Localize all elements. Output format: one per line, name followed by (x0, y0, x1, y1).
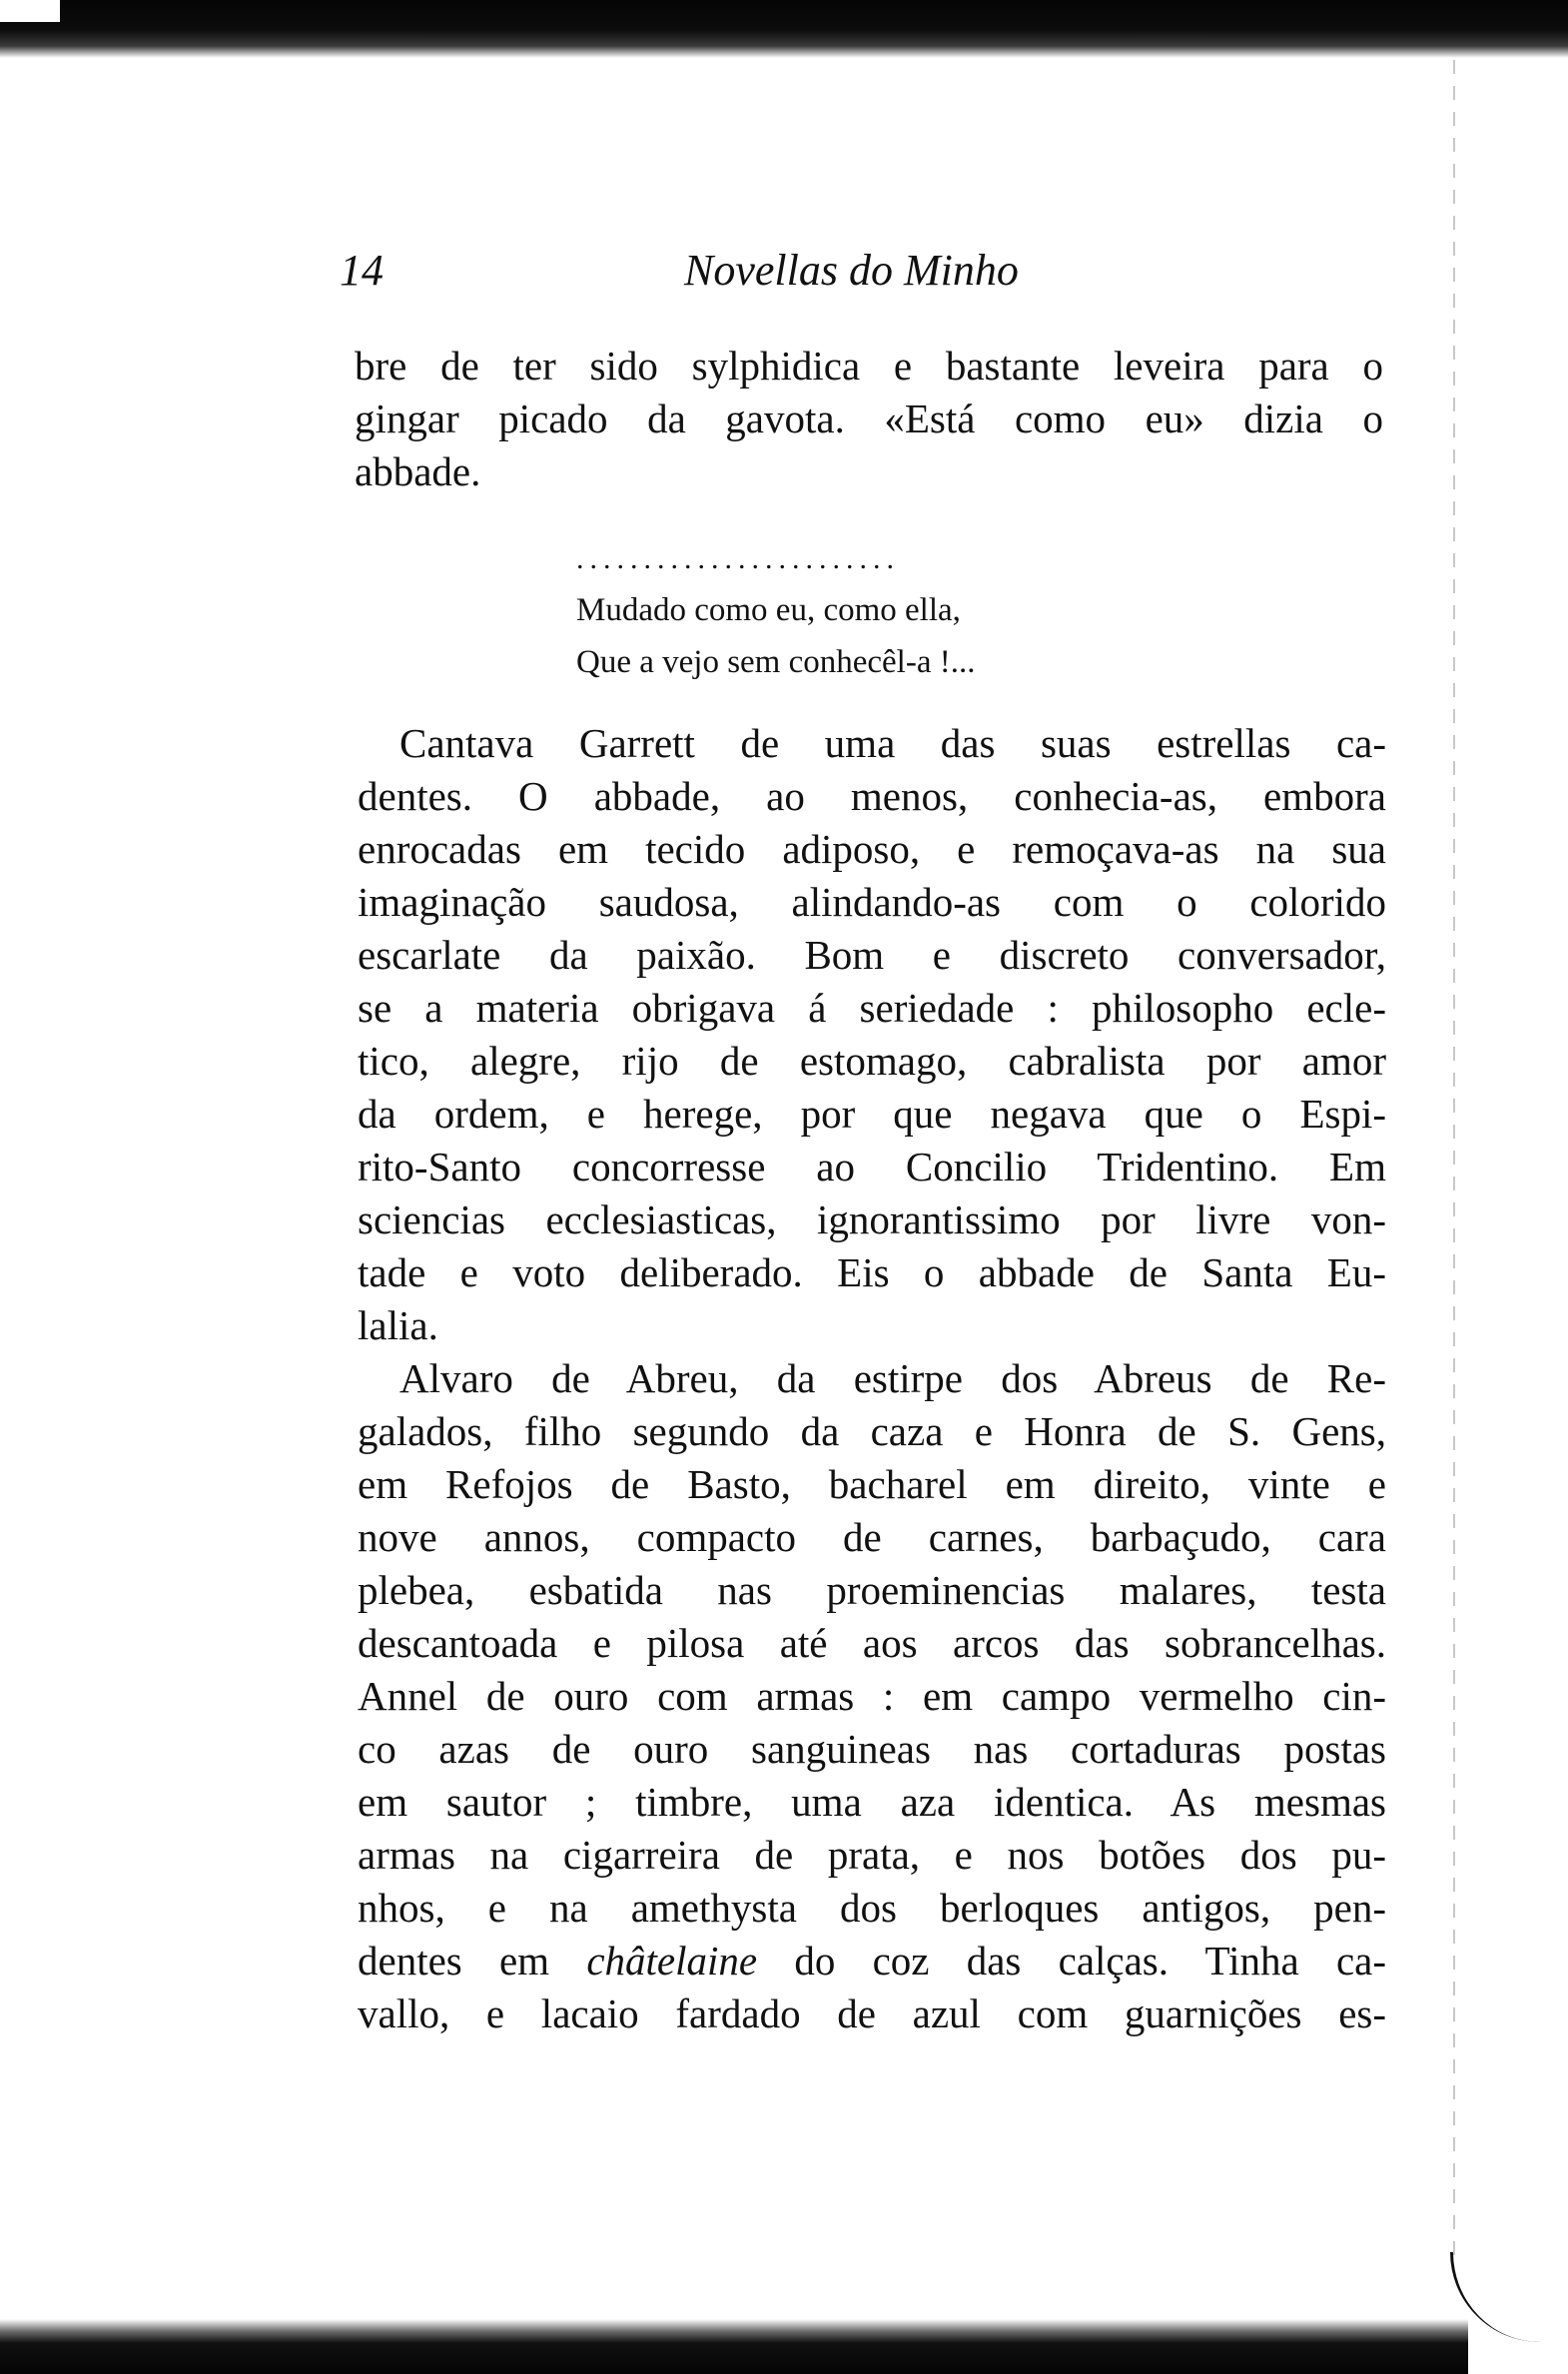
text-line: plebea, esbatida nas proeminencias malares, testa (358, 1567, 1386, 1613)
text-line: galados, filho segundo da caza e Honra de S. Gens, (358, 1408, 1386, 1454)
text-line: co azas de ouro sanguineas nas cortaduras postas (358, 1726, 1386, 1772)
text-line: imaginação saudosa, alindando-as com o colorido (358, 879, 1386, 925)
text-line: Alvaro de Abreu, da estirpe dos Abreus de Re- (399, 1355, 1386, 1401)
text-line: nhos, e na amethysta dos berloques antigos, pen- (358, 1885, 1386, 1931)
text-line: em sautor ; timbre, uma aza identica. As mesmas (358, 1779, 1386, 1825)
scan-border-bottom (0, 2319, 1568, 2374)
verse-line: Que a vejo sem conhecêl-a !... (576, 644, 976, 680)
text-line: se a materia obrigava á seriedade : philosopho ecle- (358, 985, 1386, 1031)
scan-border-right (1453, 60, 1455, 2267)
verse-ellipsis-dots: ........................ (576, 542, 900, 575)
text-line: sciencias ecclesiasticas, ignorantissimo por livre von- (358, 1196, 1386, 1242)
text-line-chatelaine (358, 1935, 1386, 1987)
text-line: da ordem, e herege, por que negava que o Espi- (358, 1091, 1386, 1137)
page-header (340, 245, 1388, 305)
page-number: 14 (340, 246, 384, 295)
text-line: armas na cigarreira de prata, e nos botões dos pu- (358, 1832, 1386, 1878)
text-line: dentes. O abbade, ao menos, conhecia-as, embora (358, 773, 1386, 819)
paragraph-continued (355, 340, 1383, 498)
verse-line: Mudado como eu, como ella, (576, 592, 961, 628)
scan-border-top-notch (0, 0, 60, 22)
italic-word: châtelaine (586, 1938, 758, 1983)
text-line: rito-Santo concorresse ao Concilio Tridentino. Em (358, 1144, 1386, 1189)
running-title: Novellas do Minho (684, 246, 1019, 295)
text-segment: do coz das calças. Tinha ca- (757, 1938, 1386, 1983)
text-segment: dentes em (358, 1938, 587, 1983)
text-line: descantoada e pilosa até aos arcos das sobrancelhas. (358, 1620, 1386, 1666)
text-line: tico, alegre, rijo de estomago, cabralista por amor (358, 1038, 1386, 1084)
text-line: escarlate da paixão. Bom e discreto conversador, (358, 932, 1386, 978)
text-line: gingar picado da gavota. «Está como eu» dizia o (355, 396, 1383, 441)
text-line: lalia. (358, 1302, 438, 1348)
text-line: tade e voto deliberado. Eis o abbade de Santa Eu- (358, 1249, 1386, 1295)
scan-border-top (0, 0, 1568, 58)
text-line: nove annos, compacto de carnes, barbaçudo, cara (358, 1514, 1386, 1560)
text-line: abbade. (355, 448, 481, 494)
text-line: enrocadas em tecido adiposo, e remoçava-as na sua (358, 826, 1386, 872)
verse-quote (576, 544, 975, 688)
text-line: Cantava Garrett de uma das suas estrellas ca- (399, 720, 1386, 766)
main-text (358, 717, 1386, 2040)
text-line: bre de ter sido sylphidica e bastante leveira para o (355, 343, 1383, 389)
text-line: Annel de ouro com armas : em campo vermelho cin- (358, 1673, 1386, 1719)
text-line: vallo, e lacaio fardado de azul com guarnições es- (358, 1990, 1386, 2036)
text-line: em Refojos de Basto, bacharel em direito, vinte e (358, 1461, 1386, 1507)
